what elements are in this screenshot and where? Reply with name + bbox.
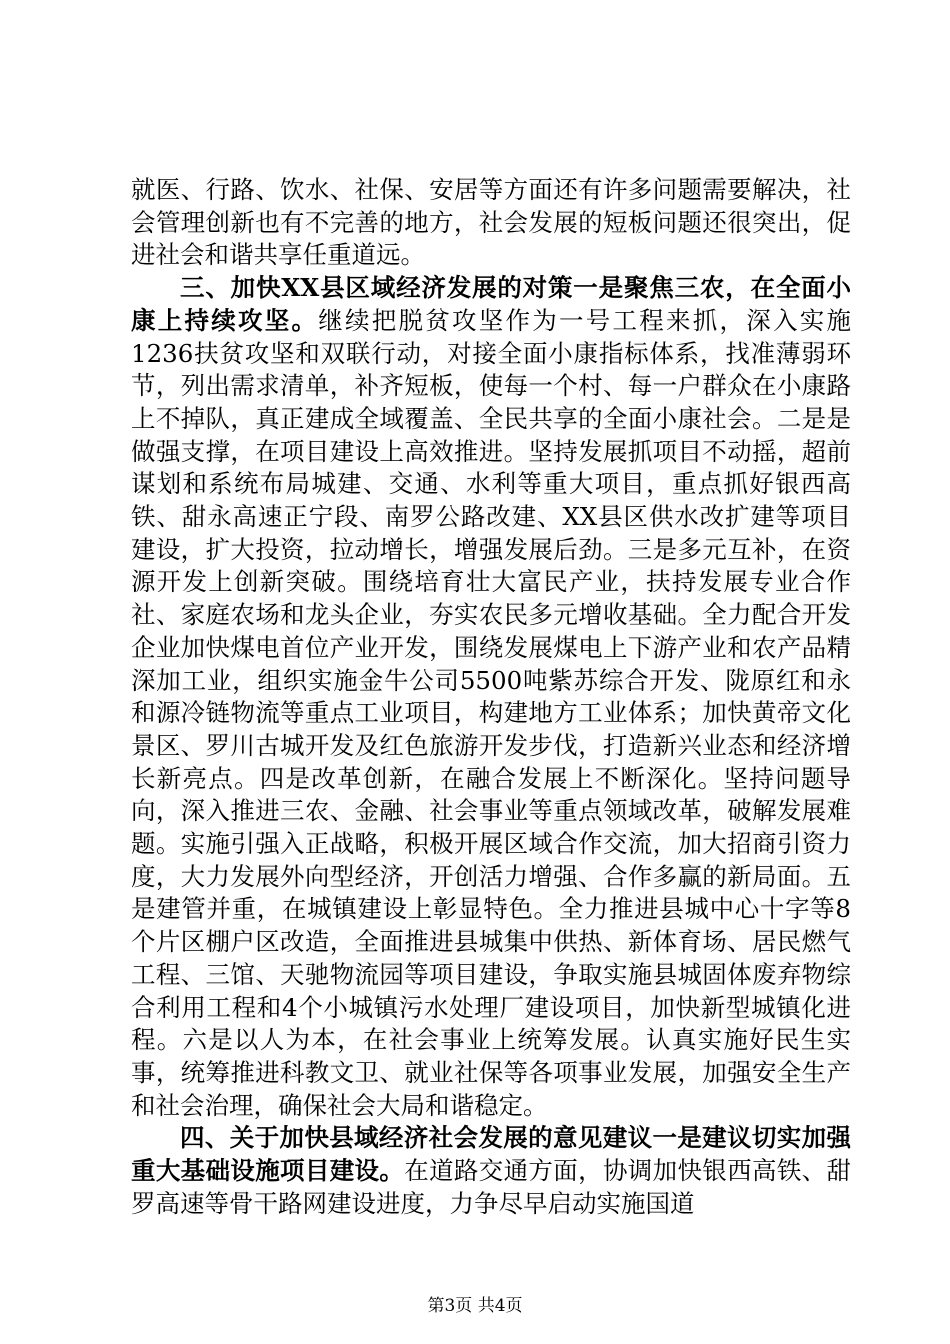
paragraph-1 <box>131 174 851 272</box>
paragraph-2-text: 继续把脱贫攻坚作为一号工程来抓，深入实施1236扶贫攻坚和双联行动，对接全面小康指标体系，找准薄弱环节，列出需求清单，补齐短板，使每一个村、每一户群众在小康路上不掉队，真正建成全域覆盖、全民共享的全面小康社会。二是是做强支撑，在项目建设上高效推进。坚持发展抓项目不动摇，超前谋划和系统布局城建、交通、水利等重大项目，重点抓好银西高铁、甜永高速正宁段、南罗公路改建、XX县区供水改扩建等项目建设，扩大投资，拉动增长，增强发展后劲。三是多元互补，在资源开发上创新突破。围绕培育壮大富民产业，扶持发展专业合作社、家庭农场和龙头企业，夯实农民多元增收基础。全力配合开发企业加快煤电首位产业开发，围绕发展煤电上下游产业和农产品精深加工业，组织实施金牛公司5500吨紫苏综合开发、陇原红和永和源冷链物流等重点工业项目，构建地方工业体系；加快黄帝文化景区、罗川古城开发及红色旅游开发步伐，打造新兴业态和经济增长新亮点。四是改革创新，在融合发展上不断深化。坚持问题导向，深入推进三农、金融、社会事业等重点领域改革，破解发展难题。实施引强入正战略，积极开展区域合作交流，加大招商引资力度，大力发展外向型经济，开创活力增强、合作多赢的新局面。五是建管并重，在城镇建设上彰显特色。全力推进县城中心十字等8个片区棚户区改造，全面推进县城集中供热、新体育场、居民燃气工程、三馆、天驰物流园等项目建设，争取实施县城固体废弃物综合利用工程和4个小城镇污水处理厂建设项目，加快新型城镇化进程。六是以人为本，在社会事业上统筹发展。认真实施好民生实事，统筹推进科教文卫、就业社保等各项事业发展，加强安全生产和社会治理，确保社会大局和谐稳定。 <box>131 305 851 1120</box>
paragraph-2 <box>131 272 851 1122</box>
paragraph-2-bold-lead: 三、加快XX县区域经济发展的对策一是聚焦三农，在全面小康上持续攻坚。 <box>131 273 851 335</box>
paragraph-3-text: 在道路交通方面，协调加快银西高铁、甜罗高速等骨干路网建设进度，力争尽早启动实施国道 <box>131 1156 852 1218</box>
page-number-label: 第3页 共4页 <box>427 1296 523 1316</box>
paragraph-1-text: 就医、行路、饮水、社保、安居等方面还有许多问题需要解决，社会管理创新也有不完善的地方，社会发展的短板问题还很突出，促进社会和谐共享任重道远。 <box>131 175 851 270</box>
page-footer <box>0 1291 950 1316</box>
document-body <box>131 174 851 1221</box>
paragraph-3 <box>131 1122 851 1220</box>
paragraph-3-bold-lead: 四、关于加快县域经济社会发展的意见建议一是建议切实加强重大基础设施项目建设。 <box>131 1123 851 1186</box>
